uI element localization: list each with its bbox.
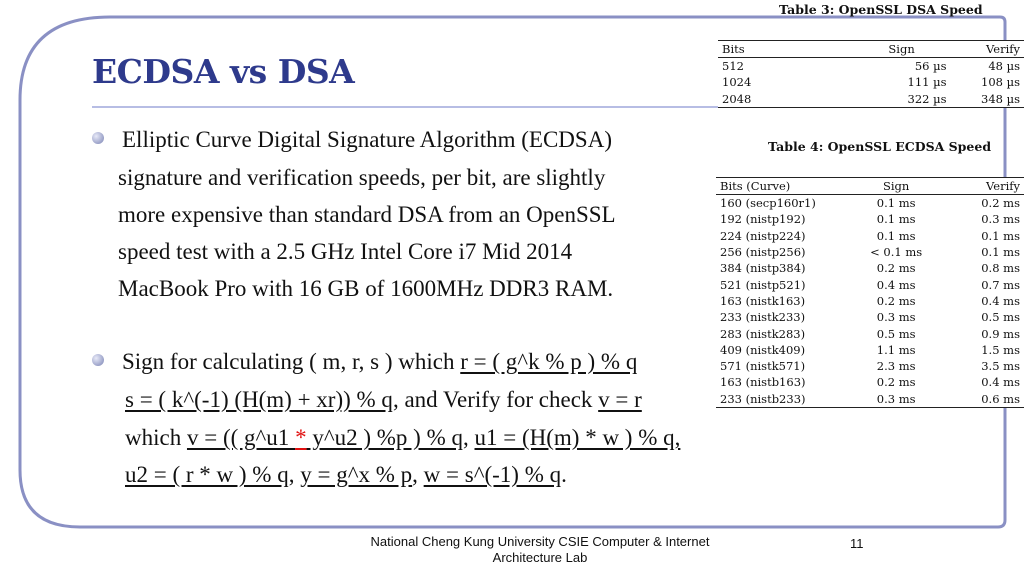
- multiply-star: *: [295, 425, 307, 450]
- cell-verify: 0.9 ms: [981, 326, 1020, 341]
- cell-verify: 0.3 ms: [981, 212, 1020, 227]
- slide-title: ECDSA vs DSA: [92, 52, 355, 91]
- bullet-2-line-2: [125, 388, 642, 411]
- which-text: which: [125, 425, 187, 450]
- cell-bits-curve: 163 (nistk163): [720, 293, 806, 308]
- table-header-row: [716, 178, 1024, 195]
- cell-bits-curve: 192 (nistp192): [720, 212, 806, 227]
- u1-formula: u1 = (H(m) * w ) % q,: [474, 425, 681, 450]
- cell-sign: 2.3 ms: [876, 359, 916, 374]
- table-header-row: [718, 41, 1024, 58]
- cell-bits: 1024: [722, 75, 752, 90]
- ecdsa-speed-table: [716, 177, 1024, 408]
- r-formula: r = ( g^k % p ) % q: [460, 349, 638, 374]
- cell-verify: 48 µs: [988, 59, 1020, 74]
- cell-verify: 348 µs: [951, 91, 1024, 108]
- cell-verify: 0.4 ms: [981, 375, 1020, 390]
- table-row: [716, 374, 1024, 390]
- cell-verify: 0.8 ms: [981, 261, 1020, 276]
- table-row: [716, 260, 1024, 276]
- bullet-2-line-4: [92, 463, 567, 486]
- column-header: Bits (Curve): [716, 178, 845, 195]
- cell-bits-curve: 521 (nistp521): [720, 277, 806, 292]
- column-header: Bits: [718, 41, 853, 58]
- column-header: Verify: [947, 178, 1024, 195]
- cell-sign: 0.4 ms: [876, 277, 916, 292]
- cell-verify: 1.5 ms: [981, 342, 1020, 357]
- table-row: [718, 74, 1024, 90]
- u2-formula: u2 = ( r * w ) % q: [125, 462, 289, 487]
- cell-sign: 1.1 ms: [876, 342, 916, 357]
- column-header: Verify: [951, 41, 1024, 58]
- bullet-1-line-5: MacBook Pro with 16 GB of 1600MHz DDR3 RAM.: [118, 276, 614, 301]
- cell-sign: < 0.1 ms: [870, 245, 923, 260]
- cell-verify: 108 µs: [981, 75, 1020, 90]
- cell-verify: 0.2 ms: [981, 196, 1020, 211]
- bullet-1-line-1: Elliptic Curve Digital Signature Algorithm (ECDSA): [122, 127, 612, 152]
- table-row: [716, 228, 1024, 244]
- dsa-speed-table: [718, 40, 1024, 108]
- cell-bits-curve: 163 (nistb163): [720, 375, 806, 390]
- cell-sign: 0.2 ms: [876, 293, 916, 308]
- cell-sign: 0.3 ms: [876, 310, 916, 325]
- cell-sign: 0.2 ms: [876, 375, 916, 390]
- cell-sign: 0.2 ms: [876, 261, 916, 276]
- cell-bits-curve: 160 (secp160r1): [720, 196, 816, 211]
- column-header: Sign: [853, 41, 951, 58]
- table-row: [718, 91, 1024, 108]
- table-row: [716, 325, 1024, 341]
- title-divider: [92, 106, 732, 108]
- cell-sign: 322 µs: [853, 91, 951, 108]
- comma-sep: ,: [288, 462, 301, 487]
- footer-line-1: National Cheng Kung University CSIE Computer & Internet: [370, 534, 710, 549]
- cell-sign: 0.1 ms: [876, 212, 916, 227]
- cell-sign: 0.1 ms: [876, 228, 916, 243]
- footer: [340, 534, 740, 566]
- bullet-1-line-3: more expensive than standard DSA from an OpenSSL: [118, 202, 616, 227]
- cell-sign: 56 µs: [914, 59, 947, 74]
- column-header: Sign: [845, 178, 947, 195]
- cell-bits-curve: 571 (nistk571): [720, 359, 806, 374]
- v-eq-r-formula: v = r: [598, 387, 642, 412]
- cell-bits-curve: 384 (nistp384): [720, 261, 806, 276]
- cell-bits-curve: 256 (nistp256): [720, 245, 806, 260]
- cell-bits: 512: [722, 59, 744, 74]
- table-row: [716, 211, 1024, 227]
- bullet-2-line-3: [125, 426, 680, 449]
- bullet-1-line-4: speed test with a 2.5 GHz Intel Core i7 Mid 2014: [118, 239, 573, 264]
- page-number: 11: [850, 536, 864, 551]
- y-formula: y = g^x % p: [300, 462, 413, 487]
- s-formula: s = ( k^(-1) (H(m) + xr)) % q: [125, 387, 393, 412]
- cell-bits-curve: 233 (nistk233): [720, 310, 806, 325]
- dsa-table-title: Table 3: OpenSSL DSA Speed: [779, 2, 983, 17]
- ecdsa-table-title: Table 4: OpenSSL ECDSA Speed: [768, 139, 992, 154]
- comma-sep: ,: [463, 425, 475, 450]
- table-row: [716, 276, 1024, 292]
- bullet-2-marker: [92, 354, 104, 366]
- table-row: [716, 391, 1024, 408]
- bullet-1-line-2: signature and verification speeds, per bit, are slightly: [118, 165, 606, 190]
- cell-sign: 0.1 ms: [876, 196, 916, 211]
- comma-sep: ,: [412, 462, 424, 487]
- bullet-2-line-1: [122, 350, 637, 373]
- cell-bits: 2048: [718, 91, 853, 108]
- cell-bits-curve: 283 (nistk283): [720, 326, 806, 341]
- cell-verify: 0.6 ms: [947, 391, 1024, 408]
- table-row: [716, 195, 1024, 212]
- table-row: [716, 293, 1024, 309]
- cell-bits-curve: 224 (nistp224): [720, 228, 806, 243]
- cell-verify: 0.5 ms: [981, 310, 1020, 325]
- v-formula-end: y^u2 ) %p ) % q: [306, 425, 463, 450]
- table-row: [718, 58, 1024, 75]
- w-formula: w = s^(-1) % q: [423, 462, 562, 487]
- cell-bits-curve: 409 (nistk409): [720, 342, 806, 357]
- cell-verify: 0.1 ms: [981, 245, 1020, 260]
- table-row: [716, 309, 1024, 325]
- table-row: [716, 342, 1024, 358]
- cell-verify: 0.4 ms: [981, 293, 1020, 308]
- cell-bits-curve: 233 (nistb233): [716, 391, 845, 408]
- cell-sign: 0.5 ms: [876, 326, 916, 341]
- cell-verify: 0.7 ms: [981, 277, 1020, 292]
- sign-text: Sign for calculating ( m, r, s ) which: [122, 349, 461, 374]
- cell-verify: 3.5 ms: [981, 359, 1020, 374]
- cell-sign: 0.3 ms: [845, 391, 947, 408]
- table-row: [716, 358, 1024, 374]
- table-row: [716, 244, 1024, 260]
- bullet-1-marker: [92, 132, 104, 144]
- period: .: [561, 462, 567, 487]
- v-formula-start: v = (( g^u1: [186, 425, 296, 450]
- footer-line-2: Architecture Lab: [492, 550, 588, 565]
- cell-sign: 111 µs: [907, 75, 947, 90]
- cell-verify: 0.1 ms: [981, 228, 1020, 243]
- verify-text: , and Verify for check: [392, 387, 599, 412]
